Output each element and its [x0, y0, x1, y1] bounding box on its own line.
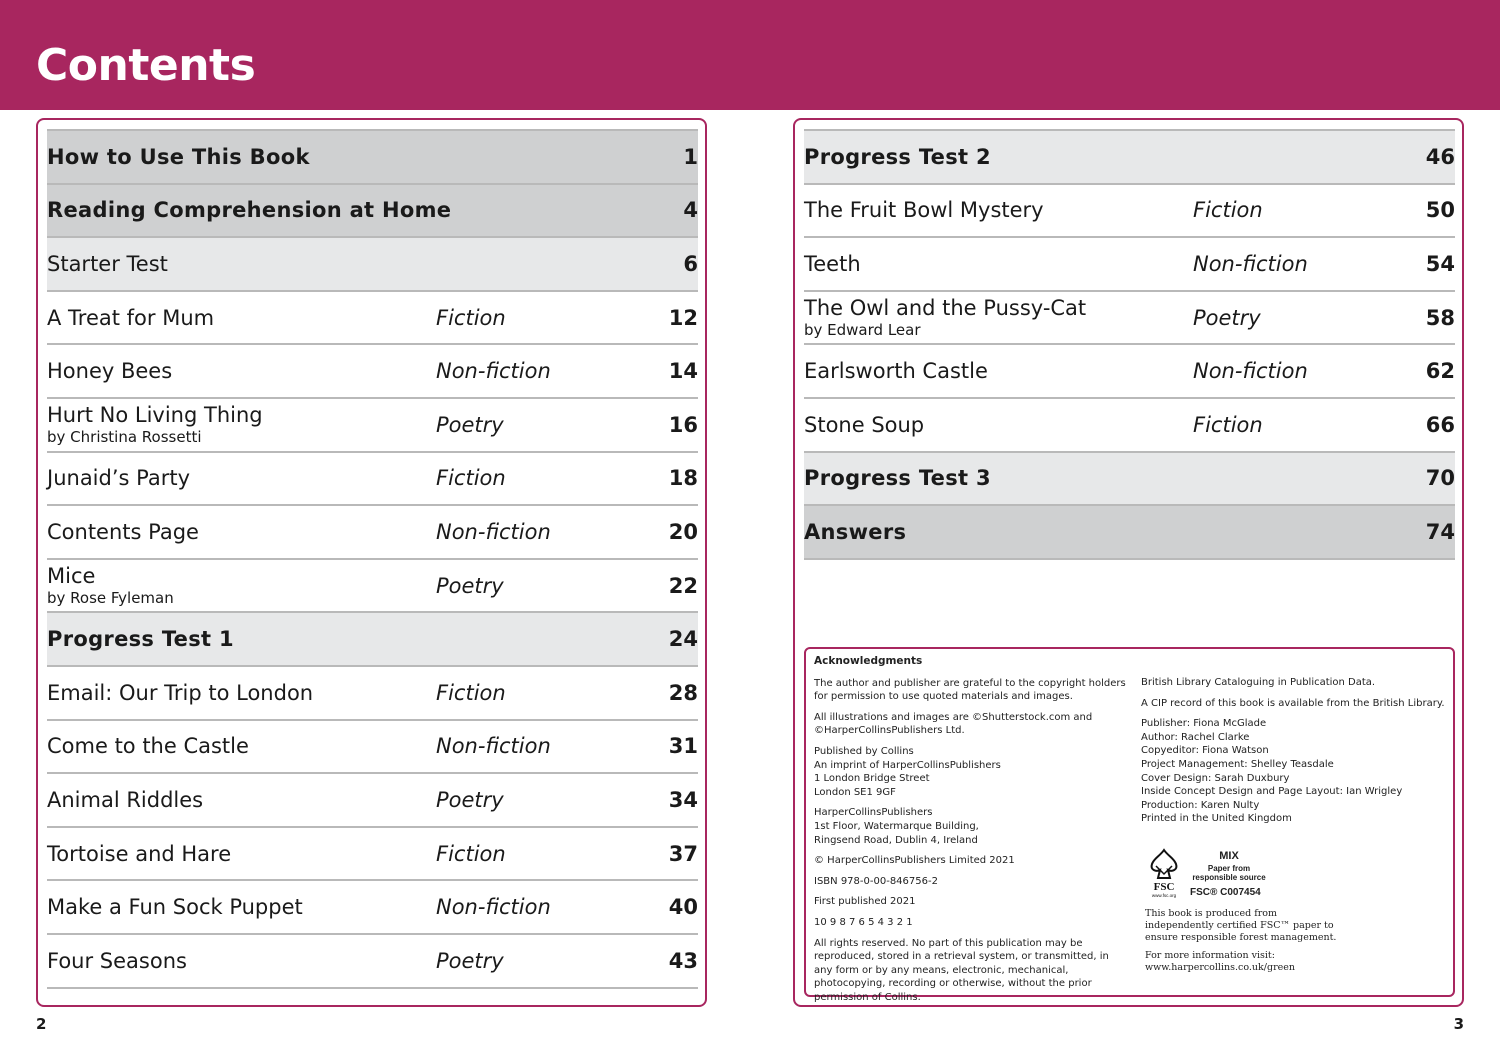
fsc-statement: This book is produced from independently certified FSC™ paper to ensure responsible forest management. For more information visit: www.harpercollins.co.uk/green: [1145, 908, 1337, 973]
entry-title-text: Progress Test 3: [804, 466, 991, 491]
acknowledgment-paragraph: British Library Cataloguing in Publication Data.: [1141, 677, 1376, 688]
contents-row: [804, 399, 1455, 453]
credit-line: Author: Rachel Clarke: [1141, 731, 1250, 743]
entry-genre: Non-fiction: [436, 895, 551, 920]
credit-line: Production: Karen Nulty: [1141, 799, 1260, 811]
entry-genre: Fiction: [436, 680, 506, 705]
entry-title-text: Starter Test: [47, 251, 168, 276]
entry-genre: Non-fiction: [1193, 359, 1308, 384]
entry-genre: Fiction: [436, 466, 506, 491]
page-title: Contents: [36, 40, 256, 91]
entry-title-text: Reading Comprehension at Home: [47, 198, 452, 223]
contents-list-right: [804, 129, 1455, 560]
credit-line: Copyeditor: Fiona Watson: [1141, 745, 1269, 757]
entry-page-number: 18: [668, 466, 698, 491]
acknowledgments-left-column: [814, 655, 1126, 1011]
entry-page-number: 24: [668, 627, 698, 652]
entry-page-number: 28: [668, 680, 698, 705]
contents-row: [47, 560, 698, 614]
entry-page-number: 16: [668, 412, 698, 437]
entry-genre: Poetry: [436, 412, 504, 437]
entry-title-text: How to Use This Book: [47, 144, 310, 169]
contents-row: [804, 131, 1455, 185]
fsc-code: FSC® C007454: [1190, 887, 1261, 898]
contents-entry-title: [804, 185, 1044, 237]
entry-title-text: Hurt No Living Thing: [47, 403, 263, 428]
contents-entry-title: [804, 238, 861, 290]
entry-author: by Edward Lear: [804, 321, 921, 340]
entry-title-text: Animal Riddles: [47, 787, 204, 812]
contents-row: [47, 828, 698, 882]
acknowledgment-paragraph: ISBN 978-0-00-846756-2: [814, 875, 938, 887]
contents-entry-title: [47, 185, 451, 237]
entry-genre: Non-fiction: [1193, 251, 1308, 276]
contents-entry-title: [47, 506, 199, 558]
contents-entry-title: [804, 345, 988, 397]
contents-row: [47, 399, 698, 453]
entry-page-number: 37: [668, 841, 698, 866]
contents-row: [804, 345, 1455, 399]
entry-author: by Christina Rossetti: [47, 428, 202, 447]
entry-title-text: Email: Our Trip to London: [47, 680, 314, 705]
entry-genre: Poetry: [436, 787, 504, 812]
contents-entry-title: [47, 613, 234, 665]
contents-entry-title: [804, 399, 924, 451]
acknowledgment-paragraph: Published by Collins An imprint of HarperCollinsPublishers 1 London Bridge Street London SE1 9GF: [814, 745, 1001, 798]
contents-row: [47, 131, 698, 185]
entry-page-number: 50: [1425, 198, 1455, 223]
acknowledgments-box: [804, 647, 1455, 1003]
acknowledgments-heading: Acknowledgments: [814, 655, 923, 667]
acknowledgment-paragraph: The author and publisher are grateful to the copyright holders for permission to use quoted materials and images.: [814, 677, 1126, 703]
entry-genre: Fiction: [436, 305, 506, 330]
entry-title-text: A Treat for Mum: [47, 305, 215, 330]
entry-title-text: The Fruit Bowl Mystery: [804, 198, 1044, 223]
svg-text:www.fsc.org: www.fsc.org: [1151, 893, 1177, 898]
fsc-tree-logo-icon: [1142, 846, 1186, 898]
contents-entry-title: [47, 560, 174, 612]
contents-row: [804, 292, 1455, 346]
entry-genre: Non-fiction: [436, 519, 551, 544]
credits-list: [1141, 717, 1451, 826]
entry-page-number: 46: [1425, 144, 1455, 169]
entry-title-text: The Owl and the Pussy-Cat: [804, 296, 1087, 321]
svg-text:FSC: FSC: [1153, 881, 1175, 893]
page-number-right: 3: [1453, 1015, 1464, 1033]
contents-entry-title: [47, 292, 214, 344]
entry-title-text: Earlsworth Castle: [804, 359, 988, 384]
entry-page-number: 74: [1425, 519, 1455, 544]
contents-row: [47, 238, 698, 292]
acknowledgment-paragraph: A CIP record of this book is available from the British Library.: [1141, 697, 1445, 709]
contents-row: [47, 453, 698, 507]
entry-title-text: Make a Fun Sock Puppet: [47, 895, 303, 920]
contents-entry-title: [47, 667, 313, 719]
entry-title-text: Four Seasons: [47, 948, 187, 973]
entry-genre: Poetry: [436, 948, 504, 973]
entry-page-number: 40: [668, 895, 698, 920]
contents-row: [804, 185, 1455, 239]
entry-page-number: 43: [668, 948, 698, 973]
acknowledgment-paragraph: All illustrations and images are ©Shutterstock.com and ©HarperCollinsPublishers Ltd.: [814, 711, 1093, 737]
entry-title-text: Junaid’s Party: [47, 466, 191, 491]
entry-page-number: 6: [683, 251, 698, 276]
entry-title-text: Progress Test 1: [47, 627, 234, 652]
contents-entry-title: [804, 131, 991, 183]
contents-row: [804, 238, 1455, 292]
contents-row: [47, 774, 698, 828]
contents-row: [804, 506, 1455, 560]
contents-row: [47, 185, 698, 239]
contents-row: [804, 453, 1455, 507]
entry-genre: Fiction: [1193, 412, 1263, 437]
entry-genre: Non-fiction: [436, 359, 551, 384]
entry-genre: Poetry: [1193, 305, 1261, 330]
entry-page-number: 1: [683, 144, 698, 169]
contents-row: [47, 721, 698, 775]
credit-line: Printed in the United Kingdom: [1141, 813, 1292, 825]
acknowledgment-paragraph: HarperCollinsPublishers 1st Floor, Watermarque Building, Ringsend Road, Dublin 4, Ireland: [814, 807, 979, 846]
contents-entry-title: [47, 238, 168, 290]
acknowledgment-paragraph: © HarperCollinsPublishers Limited 2021: [814, 855, 1015, 867]
entry-title-text: Honey Bees: [47, 359, 173, 384]
entry-page-number: 22: [668, 573, 698, 598]
page-number-left: 2: [36, 1015, 47, 1033]
entry-title-text: Tortoise and Hare: [47, 841, 232, 866]
contents-panel-left: [36, 118, 707, 1007]
contents-entry-title: [47, 345, 172, 397]
entry-genre: Non-fiction: [436, 734, 551, 759]
credit-line: Project Management: Shelley Teasdale: [1141, 758, 1334, 770]
contents-entry-title: [47, 131, 310, 183]
header-banner-left: [0, 0, 750, 110]
header-banner-right: [750, 0, 1500, 110]
entry-author: by Rose Fyleman: [47, 589, 174, 608]
acknowledgment-paragraph: 10 9 8 7 6 5 4 3 2 1: [814, 916, 913, 928]
contents-entry-title: [47, 399, 263, 451]
contents-entry-title: [47, 935, 187, 987]
entry-title-text: Teeth: [804, 251, 861, 276]
credit-line: Cover Design: Sarah Duxbury: [1141, 772, 1290, 784]
contents-entry-title: [804, 453, 991, 505]
contents-row: [47, 506, 698, 560]
entry-title-text: Contents Page: [47, 519, 199, 544]
contents-entry-title: [47, 453, 190, 505]
contents-entry-title: [47, 828, 231, 880]
entry-page-number: 31: [668, 734, 698, 759]
contents-entry-title: [804, 292, 1086, 344]
credit-line: Inside Concept Design and Page Layout: Ian Wrigley: [1141, 786, 1403, 798]
contents-row: [47, 935, 698, 989]
entry-title-text: Mice: [47, 564, 96, 589]
contents-row: [47, 345, 698, 399]
contents-entry-title: [47, 881, 303, 933]
acknowledgment-paragraph: All rights reserved. No part of this publication may be reproduced, stored in a retrieval system, or transmitted, in any form or by any means, electronic, mechanical, photocopying, recording or otherwise, without the prior permission of Collins.: [814, 937, 1109, 1003]
entry-page-number: 4: [683, 198, 698, 223]
entry-genre: Poetry: [436, 573, 504, 598]
entry-page-number: 12: [668, 305, 698, 330]
acknowledgments-right-column: [1141, 676, 1451, 826]
contents-row: [47, 667, 698, 721]
contents-entry-title: [804, 506, 906, 558]
entry-genre: Fiction: [1193, 198, 1263, 223]
entry-page-number: 66: [1425, 412, 1455, 437]
entry-page-number: 34: [668, 787, 698, 812]
contents-row: [47, 881, 698, 935]
contents-row: [47, 292, 698, 346]
fsc-certification: [1142, 846, 1452, 986]
entry-title-text: Answers: [804, 519, 907, 544]
entry-page-number: 58: [1425, 305, 1455, 330]
contents-row: [47, 613, 698, 667]
contents-list-left: [47, 129, 698, 989]
entry-page-number: 70: [1425, 466, 1455, 491]
entry-title-text: Come to the Castle: [47, 734, 249, 759]
contents-entry-title: [47, 721, 249, 773]
entry-page-number: 20: [668, 519, 698, 544]
entry-page-number: 62: [1425, 359, 1455, 384]
entry-genre: Fiction: [436, 841, 506, 866]
fsc-label: MIX Paper from responsible source: [1192, 850, 1266, 882]
contents-panel-right: [793, 118, 1464, 1007]
entry-page-number: 14: [668, 359, 698, 384]
entry-title-text: Stone Soup: [804, 412, 925, 437]
credit-line: Publisher: Fiona McGlade: [1141, 718, 1267, 730]
contents-entry-title: [47, 774, 203, 826]
entry-title-text: Progress Test 2: [804, 144, 991, 169]
entry-page-number: 54: [1425, 251, 1455, 276]
acknowledgment-paragraph: First published 2021: [814, 896, 916, 908]
